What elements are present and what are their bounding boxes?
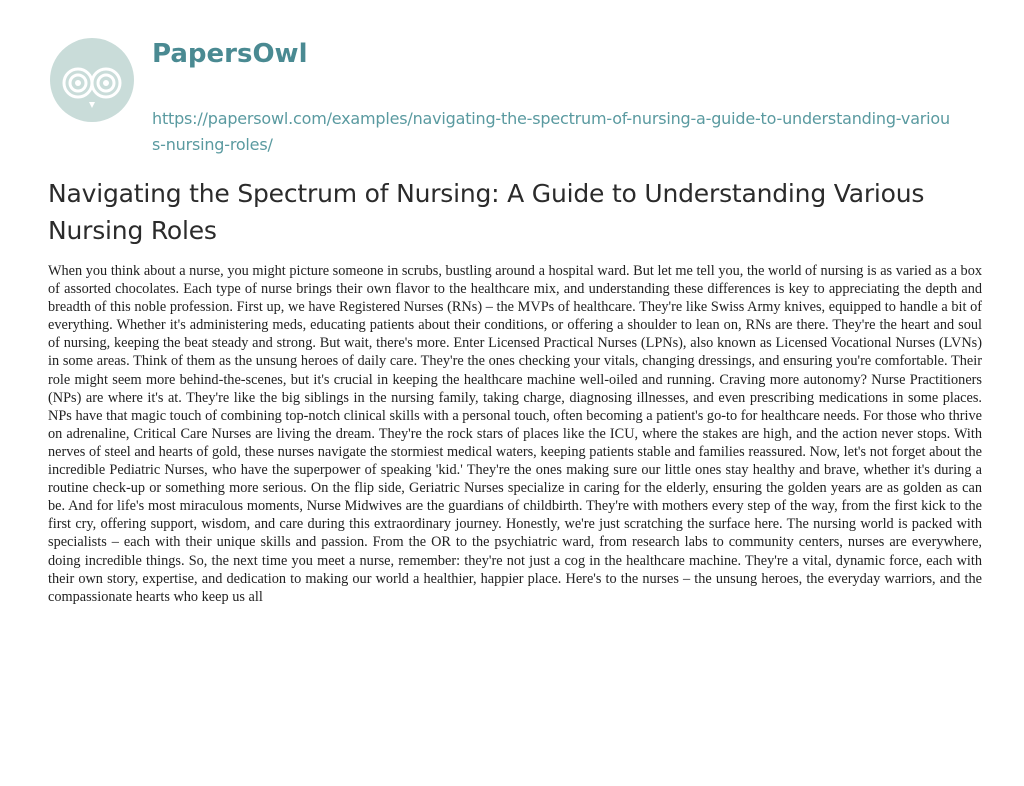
document-body: When you think about a nurse, you might picture someone in scrubs, bustling around a hospital ward. But let me tell you, the world of nursing is as varied as a box of assorted chocolates. Each type of nurse brings their own flavor to the healthcare mix, and understanding these differences is key to appreciating the depth and breadth of this noble profession. First up, we have Registered Nurses (RNs) – the MVPs of healthcare. They're like Swiss Army knives, equipped to handle a bit of everything. Whether it's administering meds, educating patients about their conditions, or offering a shoulder to lean on, RNs are there. They're the heart and soul of nursing, keeping the beat steady and strong. But wait, there's more. Enter Licensed Practical Nurses (LPNs), also known as Licensed Vocational Nurses (LVNs) in some areas. Think of them as the unsung heroes of daily care. They're the ones checking your vitals, changing dressings, and ensuring you're comfortable. Their role might seem more behind-the-scenes, but it's crucial in keeping the healthcare machine well-oiled and running. Craving more autonomy? Nurse Practitioners (NPs) are where it's at. They're like the big siblings in the nursing family, taking charge, diagnosing illnesses, and even prescribing medications in some places. NPs have that magic touch of combining top-notch clinical skills with a personal touch, often becoming a patient's go-to for healthcare needs. For those who thrive on adrenaline, Critical Care Nurses are living the dream. They're the rock stars of places like the ICU, where the stakes are high, and the action never stops. With nerves of steel and hearts of gold, these nurses navigate the stormiest medical waters, keeping patients stable and families reassured. Now, let's not forget about the incredible Pediatric Nurses, who have the superpower of speaking 'kid.' They're the ones making sure our little ones stay healthy and brave, whether it's during a routine check-up or something more serious. On the flip side, Geriatric Nurses specialize in caring for the elderly, ensuring the golden years are as golden as can be. And for life's most miraculous moments, Nurse Midwives are the guardians of childbirth. They're with mothers every step of the way, from the first kick to the first cry, offering support, wisdom, and care during this extraordinary journey. Honestly, we're just scratching the surface here. The nursing world is packed with specialists – each with their unique skills and passion. From the OR to the psychiatric ward, from research labs to community centers, nurses are everywhere, doing incredible things. So, the next time you meet a nurse, remember: they're not just a cog in the healthcare machine. They're a vital, dynamic force, each with their own story, expertise, and dedication to making our world a healthier, happier place. Here's to the nurses – the unsung heroes, the everyday warriors, and the compassionate hearts who keep us all xyxy=(48,263,982,605)
brand-name[interactable]: PapersOwl xyxy=(152,39,308,69)
site-header xyxy=(48,36,988,156)
document-title: Navigating the Spectrum of Nursing: A Guide to Understanding Various Nursing Roles xyxy=(48,179,925,245)
owl-eyes-icon[interactable] xyxy=(48,36,136,124)
source-url-link[interactable]: https://papersowl.com/examples/navigating-the-spectrum-of-nursing-a-guide-to-understanding-various-nursing-roles/ xyxy=(152,109,950,154)
